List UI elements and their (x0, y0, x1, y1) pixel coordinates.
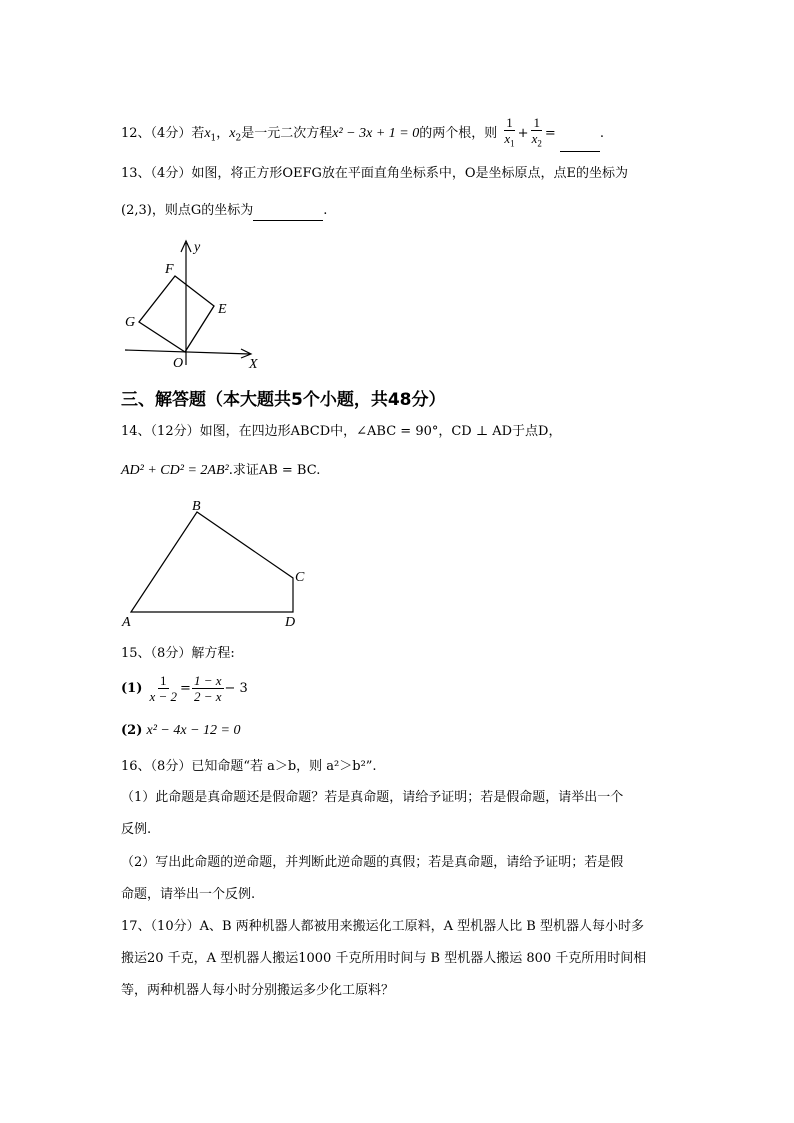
question-16-part1-b: 反例. (121, 822, 152, 837)
question-13-line1: 13、（4分）如图，将正方形OEFG放在平面直角坐标系中，O是坐标原点，点E的坐标为 (121, 166, 629, 181)
q12-answer-blank (560, 137, 600, 152)
q15-part2-label: (2) (121, 723, 143, 738)
q15-right-den: 2 − x (193, 689, 222, 704)
question-14-line1: 14、（12分）如图，在四边形ABCD中，∠ABC = 90°，CD ⊥ AD于点D， (121, 424, 562, 439)
q15-left-den: x − 2 (149, 689, 178, 704)
q12-plus: + (517, 125, 529, 141)
question-15-part2 (121, 721, 240, 741)
q15-part1-label: (1) (121, 681, 143, 696)
q12-fraction-1 (502, 115, 516, 152)
q15-part2-equation: x² − 4x − 12 = 0 (146, 723, 241, 738)
q12-x1: x (204, 125, 211, 141)
label-O: O (173, 356, 184, 371)
q12-text1: 是一元二次方程 (241, 125, 333, 141)
q13-coord: (2,3) (121, 203, 152, 218)
label-C: C (295, 570, 305, 585)
q14-text: .求证AB = BC. (228, 463, 321, 478)
q12-x1-sub: 1 (210, 133, 217, 144)
q15-right-fraction (192, 673, 224, 704)
q15-tail: − 3 (224, 681, 248, 696)
q15-left-num: 1 (160, 673, 167, 688)
q15-left-fraction (148, 673, 180, 704)
label-x: X (249, 357, 258, 372)
q15-equals: = (180, 681, 191, 696)
q12-end: . (599, 125, 605, 141)
q12-equals: = (544, 125, 556, 141)
square-OEFG (139, 276, 214, 352)
label-F: F (165, 262, 174, 277)
question-16-part2-a: （2）写出此命题的逆命题，并判断此逆命题的真假；若是真命题，请给予证明；若是假 (121, 855, 624, 870)
q12-number: 12、（4分）若 (121, 125, 205, 141)
label-A: A (122, 615, 131, 630)
x-axis (125, 350, 250, 354)
label-D: D (285, 615, 296, 630)
question-16-part1-a: （1）此命题是真命题还是假命题？若是真命题，请给予证明；若是假命题，请举出一个 (121, 790, 624, 805)
q12-comma: ， (216, 125, 230, 141)
q12-frac2-num: 1 (533, 115, 540, 130)
figure-14-quadrilateral (115, 495, 315, 630)
question-17-line1: 17、（10分）A、B 两种机器人都被用来搬运化工原料，A 型机器人比 B 型机器人每小时多 (121, 919, 644, 934)
q12-frac1-num: 1 (506, 115, 513, 130)
q12-frac2-den: x (531, 131, 538, 146)
q15-right-num: 1 − x (193, 673, 222, 688)
label-G: G (125, 315, 136, 330)
figure-13-square-on-axes (115, 235, 275, 375)
question-15-part1 (121, 670, 248, 708)
question-13-line2 (121, 201, 327, 221)
quadrilateral-ABCD (131, 512, 293, 612)
q12-fraction-2 (530, 115, 544, 152)
question-16-line1: 16、（8分）已知命题“若 a＞b，则 a²＞b²”. (121, 759, 377, 774)
label-B: B (192, 499, 201, 514)
label-y: y (194, 240, 201, 255)
question-17-line3: 等，两种机器人每小时分别搬运多少化工原料？ (121, 983, 395, 998)
label-E: E (218, 302, 227, 317)
q12-frac1-sub: 1 (510, 138, 515, 149)
q12-x2-sub: 2 (235, 133, 242, 144)
q12-frac1-den: x (504, 131, 511, 146)
q12-frac2-sub: 2 (537, 138, 542, 149)
question-17-line2: 搬运20 千克，A 型机器人搬运1000 千克所用时间与 B 型机器人搬运 800 千克所用时间相 (121, 951, 647, 966)
section-3-heading: 三、解答题（本大题共5个小题，共48分） (121, 390, 446, 410)
q13-text: ，则点G的坐标为 (151, 203, 254, 218)
q12-x2: x (229, 125, 236, 141)
question-15-line1: 15、（8分）解方程: (121, 646, 235, 661)
q12-text2: 的两个根，则 (419, 125, 498, 141)
q12-equation: x² − 3x + 1 = 0 (332, 125, 420, 141)
question-14-line2 (121, 461, 320, 481)
question-16-part2-b: 命题，请举出一个反例. (121, 887, 256, 902)
question-12 (121, 115, 604, 152)
q13-end: . (323, 203, 328, 218)
q14-equation: AD² + CD² = 2AB² (121, 463, 229, 478)
q13-answer-blank (253, 206, 323, 221)
